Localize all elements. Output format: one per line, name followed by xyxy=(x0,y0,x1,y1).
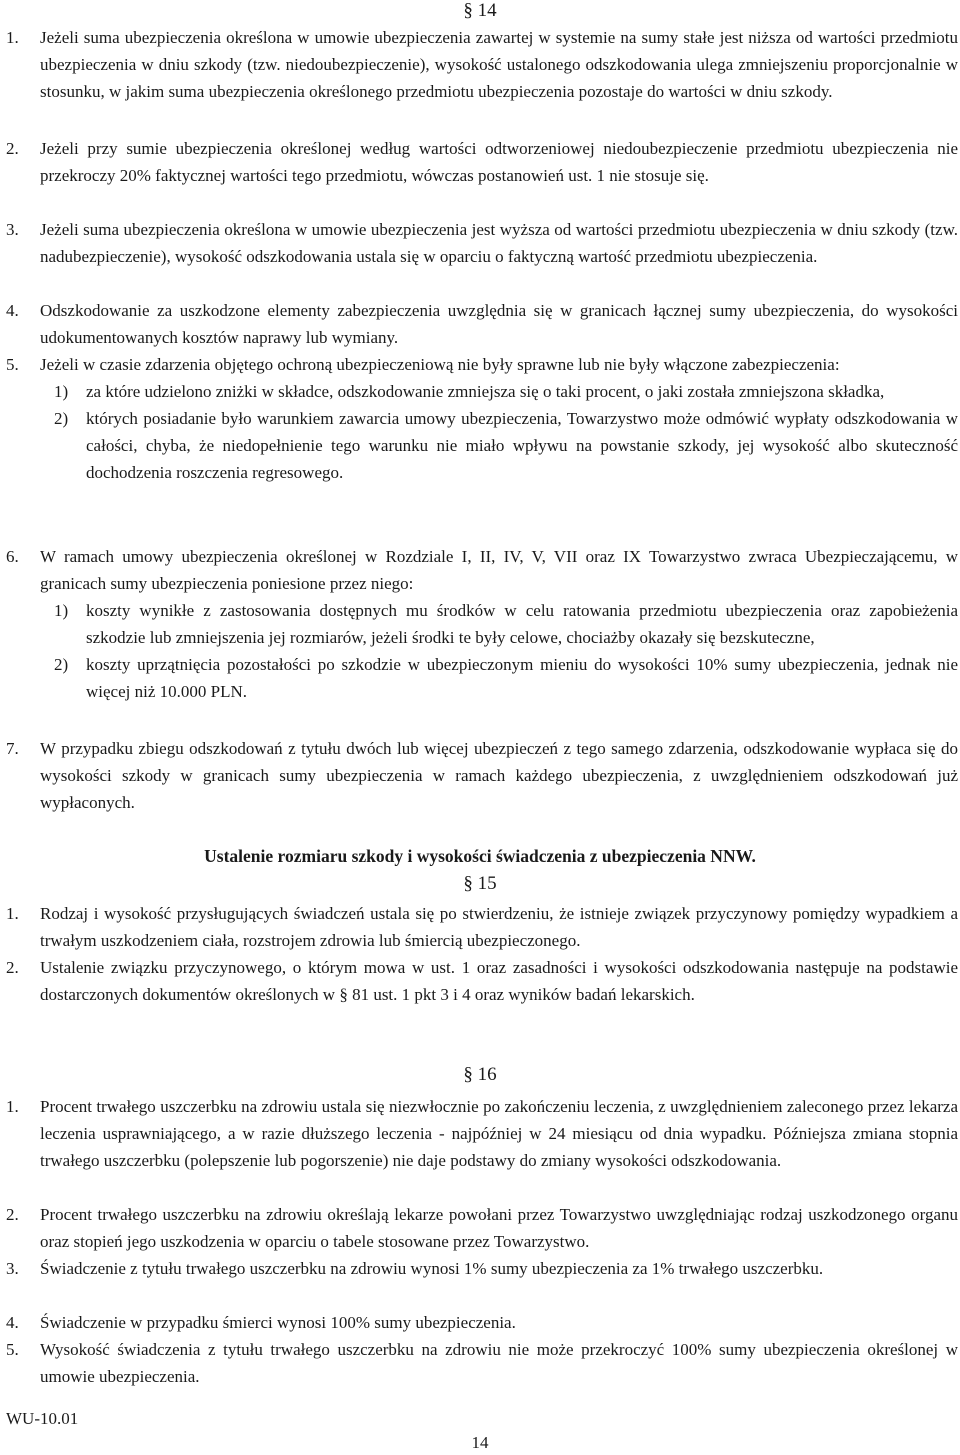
item-text: Jeżeli suma ubezpieczenia określona w umowie ubezpieczenia jest wyższa od wartości przedmiotu ubezpieczenia w dniu szkody (tzw. nadubezpieczenie), wysokość odszkodowania ustala się w oparciu o faktyczną wartość przedmiotu ubezpieczenia. xyxy=(40,220,958,266)
item-text: Świadczenie z tytułu trwałego uszczerbku na zdrowiu wynosi 1% sumy ubezpieczenia za 1% trwałego uszczerbku. xyxy=(40,1259,824,1278)
s14-item-6-sub-1 xyxy=(40,597,958,651)
s16-item-5 xyxy=(6,1336,958,1390)
item-text: Świadczenie w przypadku śmierci wynosi 100% sumy ubezpieczenia. xyxy=(40,1313,516,1332)
subitem-text: koszty wynikłe z zastosowania dostępnych mu środków w celu ratowania przedmiotu ubezpieczenia oraz zapobieżenia szkodzie lub zmniejszenia jej rozmiarów, jeżeli środki te były celowe, chociażby okazały się bezskuteczne, xyxy=(86,601,958,647)
s14-item-3 xyxy=(6,216,958,270)
item-number: 6. xyxy=(6,547,19,566)
item-text: W ramach umowy ubezpieczenia określonej w Rozdziale I, II, IV, V, VII oraz IX Towarzystwo zwraca Ubezpieczającemu, w granicach sumy ubezpieczenia poniesione przez niego: xyxy=(40,547,958,593)
item-text: Wysokość świadczenia z tytułu trwałego uszczerbku na zdrowiu nie może przekroczyć 100% sumy ubezpieczenia określonej w umowie ubezpieczenia. xyxy=(40,1340,958,1386)
s14-item-5-sub-2 xyxy=(40,405,958,486)
s14-item-6-sub-2 xyxy=(40,651,958,705)
subitem-text: za które udzielono zniżki w składce, odszkodowanie zmniejsza się o taki procent, o jaki została zmniejszona składka, xyxy=(86,382,885,401)
document-code: WU-10.01 xyxy=(6,1409,79,1428)
item-number: 3. xyxy=(6,1259,19,1278)
s14-item-5 xyxy=(6,351,958,486)
item-number: 2. xyxy=(6,139,19,158)
section-15-title: § 15 xyxy=(463,873,497,894)
item-number: 7. xyxy=(6,739,19,758)
item-text: Rodzaj i wysokość przysługujących świadczeń ustala się po stwierdzeniu, że istnieje związek przyczynowy pomiędzy wypadkiem a trwałym uszkodzeniem ciała, rozstrojem zdrowia lub śmiercią ubezpieczonego. xyxy=(40,904,958,950)
item-number: 5. xyxy=(6,1340,19,1359)
item-text: Ustalenie związku przyczynowego, o którym mowa w ust. 1 oraz zasadności i wysokości odszkodowania następuje na podstawie dostarczonych dokumentów określonych w § 81 ust. 1 pkt 3 i 4 oraz wyników badań lekarskich. xyxy=(40,958,958,1004)
item-number: 3. xyxy=(6,220,19,239)
page-number: 14 xyxy=(471,1433,489,1452)
s14-item-1 xyxy=(6,24,958,105)
item-text: Jeżeli przy sumie ubezpieczenia określonej według wartości odtworzeniowej niedoubezpieczenie przedmiotu ubezpieczenia nie przekroczy 20% faktycznej wartości tego przedmiotu, wówczas postanowień ust. 1 nie stosuje się. xyxy=(40,139,958,185)
item-number: 2. xyxy=(6,958,19,977)
s16-item-1 xyxy=(6,1093,958,1174)
item-text: W przypadku zbiegu odszkodowań z tytułu dwóch lub więcej ubezpieczeń z tego samego zdarzenia, odszkodowanie wypłaca się do wysokości szkody w granicach sumy ubezpieczenia w ramach każdego ubezpieczenia, z uwzględnieniem odszkodowań już wypłaconych. xyxy=(40,739,958,812)
item-number: 5. xyxy=(6,355,19,374)
item-text: Jeżeli suma ubezpieczenia określona w umowie ubezpieczenia zawartej w systemie na sumy stałe jest niższa od wartości przedmiotu ubezpieczenia w dniu szkody (tzw. niedoubezpieczenie), wysokość ustalonego odszkodowania ulega zmniejszeniu proporcjonalnie w stosunku, w jakim suma ubezpieczenia określonego przedmiotu ubezpieczenia pozostaje do wartości w dniu szkody. xyxy=(40,28,958,101)
subitem-number: 1) xyxy=(54,601,69,620)
s14-item-2 xyxy=(6,135,958,189)
s16-item-4 xyxy=(6,1309,958,1336)
subitem-text: koszty uprzątnięcia pozostałości po szkodzie w ubezpieczonym mieniu do wysokości 10% sumy ubezpieczenia, jednak nie więcej niż 10.000 PLN. xyxy=(86,655,958,701)
item-number: 1. xyxy=(6,28,19,47)
subitem-text: których posiadanie było warunkiem zawarcia umowy ubezpieczenia, Towarzystwo może odmówić wypłaty odszkodowania w całości, chyba, że niedopełnienie tego warunku nie miało wpływu na powstanie szkody, jej wysokość albo skuteczność dochodzenia roszczenia regresowego. xyxy=(86,409,958,482)
item-text: Odszkodowanie za uszkodzone elementy zabezpieczenia uwzględnia się w granicach łącznej sumy ubezpieczenia, do wysokości udokumentowanych kosztów naprawy lub wymiany. xyxy=(40,301,958,347)
item-number: 4. xyxy=(6,301,19,320)
s14-item-7 xyxy=(6,735,958,816)
section-14-title: § 14 xyxy=(463,0,497,21)
s16-item-2 xyxy=(6,1201,958,1255)
item-text: Procent trwałego uszczerbku na zdrowiu ustala się niezwłocznie po zakończeniu leczenia, z uwzględnieniem zaleconego przez lekarza leczenia usprawniającego, a w razie dłuższego leczenia - najpóźniej w 24 miesiącu od dnia wypadku. Późniejsza zmiana stopnia trwałego uszczerbku (polepszenie lub pogorszenie) nie daje podstawy do zmiany wysokości odszkodowania. xyxy=(40,1097,958,1170)
nnw-section-heading: Ustalenie rozmiaru szkody i wysokości świadczenia z ubezpieczenia NNW. xyxy=(204,846,756,866)
s14-item-5-sub-1 xyxy=(40,378,958,405)
item-text: Procent trwałego uszczerbku na zdrowiu określają lekarze powołani przez Towarzystwo uwzględniając rodzaj uszkodzonego organu oraz stopień jego uszkodzenia w oparciu o tabele stosowane przez Towarzystwo. xyxy=(40,1205,958,1251)
s14-item-4 xyxy=(6,297,958,351)
s15-item-2 xyxy=(6,954,958,1008)
item-number: 2. xyxy=(6,1205,19,1224)
section-16-title: § 16 xyxy=(463,1064,497,1085)
item-number: 1. xyxy=(6,1097,19,1116)
s14-item-6 xyxy=(6,543,958,705)
item-text: Jeżeli w czasie zdarzenia objętego ochroną ubezpieczeniową nie były sprawne lub nie były włączone zabezpieczenia: xyxy=(40,355,840,374)
subitem-number: 2) xyxy=(54,409,69,428)
subitem-number: 2) xyxy=(54,655,69,674)
item-number: 4. xyxy=(6,1313,19,1332)
s16-item-3 xyxy=(6,1255,958,1282)
s15-item-1 xyxy=(6,900,958,954)
subitem-number: 1) xyxy=(54,382,69,401)
item-number: 1. xyxy=(6,904,19,923)
